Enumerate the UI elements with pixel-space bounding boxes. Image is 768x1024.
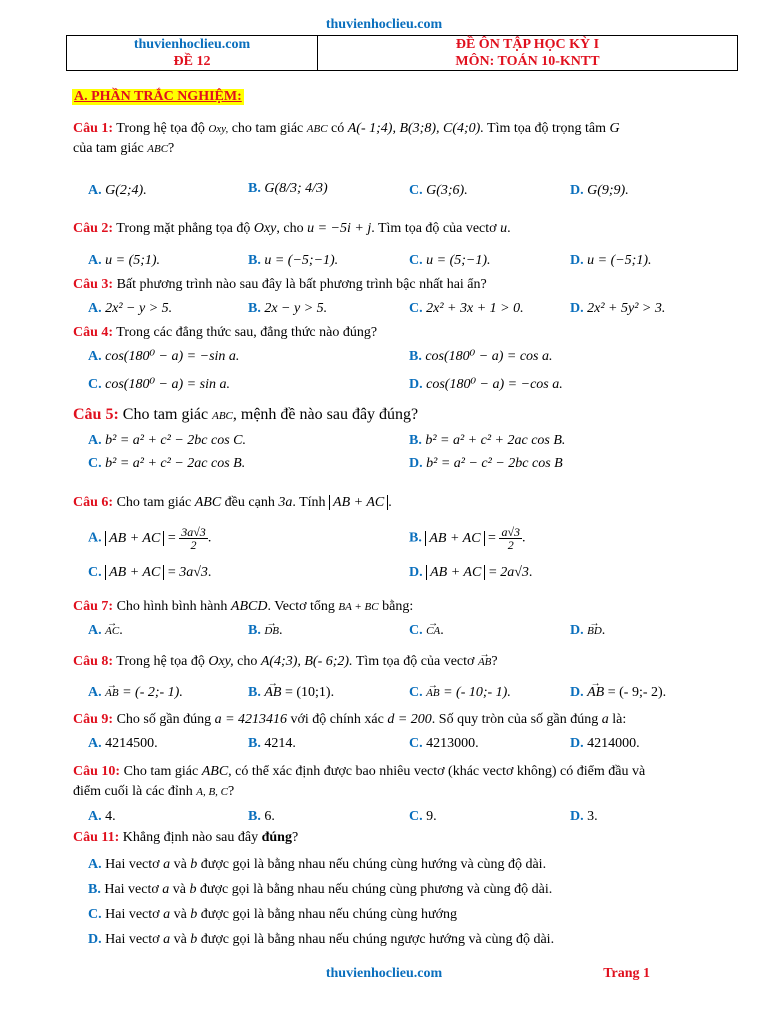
math: AB + AC (329, 495, 388, 510)
question-2 (73, 220, 511, 238)
text: . Tìm tọa độ của vectơ (371, 221, 501, 236)
text: và (169, 882, 190, 897)
option-key: A. (88, 809, 102, 824)
option-key: D. (570, 183, 584, 198)
q5-option-c[interactable] (88, 455, 245, 473)
text: Trong mặt phẳng tọa độ (113, 221, 254, 236)
question-1-line2 (73, 140, 174, 158)
option-vector: → AB (264, 685, 281, 700)
math: a (162, 882, 170, 897)
q4-option-b[interactable] (409, 348, 553, 366)
math: → AB (478, 656, 491, 668)
question-label: Câu 6: (73, 495, 114, 510)
page-number: Trang 1 (603, 966, 650, 981)
text: ? (491, 654, 498, 669)
option-key: A. (88, 736, 102, 751)
math: A(4;3), B(- 6;2). (260, 654, 353, 669)
option-value: b² = a² + c² + 2ac cos B. (425, 433, 566, 448)
option-value: = (- 2;- 1). (118, 685, 183, 700)
question-label: Câu 11: (73, 830, 120, 845)
text: . (507, 221, 511, 236)
option-value: 2x² + 3x + 1 > 0. (426, 301, 524, 316)
text: . Vectơ tổng (267, 599, 339, 614)
math: a = 4213416 (214, 712, 288, 727)
option-key: C. (409, 809, 423, 824)
header-left (67, 36, 318, 70)
text: đều cạnh (221, 495, 279, 510)
option-value: G(3;6). (426, 183, 468, 198)
q7-option-c[interactable]: C. → CA. (409, 622, 444, 640)
math: 3a (278, 495, 293, 510)
option-value: u = (−5;1). (587, 253, 652, 268)
fraction (179, 526, 208, 551)
text: cho (233, 654, 261, 669)
option-key: A. (88, 623, 102, 638)
math: Oxy (253, 221, 277, 236)
q3-option-a[interactable] (88, 300, 172, 318)
option-key: B. (248, 685, 261, 700)
math: ABC (147, 143, 169, 155)
text: , mệnh đề nào sau đây đúng? (232, 406, 419, 423)
option-key: A. (88, 685, 102, 700)
text: . Tính (292, 495, 330, 510)
text: điểm cuối là các đỉnh (73, 784, 197, 799)
question-6 (73, 494, 392, 512)
text: được gọi là bằng nhau nếu chúng cùng hướng (197, 907, 458, 922)
question-8 (73, 653, 498, 671)
option-value: b² = a² − c² − 2bc cos B (426, 456, 563, 471)
option-value: cos(180⁰ − a) = −cos a. (426, 377, 563, 392)
q7-option-a[interactable]: A. → AC. (88, 622, 123, 640)
exam-number: ĐỀ 12 (173, 54, 211, 69)
q7-option-b[interactable]: B. → DB. (248, 622, 283, 640)
option-key: C. (409, 736, 423, 751)
text: . Số quy tròn của số gần đúng (431, 712, 602, 727)
question-11 (73, 829, 298, 847)
text: Trong hệ tọa độ (113, 654, 209, 669)
text: là: (608, 712, 627, 727)
option-value: 2x − y > 5. (264, 301, 328, 316)
text: Hai vectơ (101, 907, 164, 922)
question-label: Câu 8: (73, 654, 114, 669)
math: ABC (306, 123, 328, 135)
option-value: b² = a² + c² − 2bc cos C. (105, 433, 246, 448)
question-5 (73, 406, 418, 425)
option-value: → DB (264, 625, 279, 637)
numerator: 3a√3 (181, 525, 206, 539)
option-key: B. (88, 882, 101, 897)
option-value: cos(180⁰ − a) = cos a. (425, 349, 553, 364)
math: a (163, 907, 171, 922)
option-value: = (- 10;- 1). (439, 685, 511, 700)
q10-option-b[interactable] (248, 808, 275, 826)
q10-option-c[interactable] (409, 808, 437, 826)
q2-option-b[interactable] (248, 252, 338, 270)
text: có (327, 121, 348, 136)
q8-option-b[interactable] (248, 684, 334, 702)
math: A, B, C (196, 786, 229, 798)
math: Oxy, (208, 654, 234, 669)
option-vector: → AB (587, 685, 604, 700)
question-label: Câu 3: (73, 277, 114, 292)
question-1 (73, 120, 620, 138)
math: Oxy, (208, 123, 229, 135)
text: Cho tam giác (113, 495, 195, 510)
option-lhs: AB + AC (426, 565, 485, 580)
q5-option-a[interactable] (88, 432, 246, 450)
q3-option-d[interactable] (570, 300, 665, 318)
q7-option-d[interactable]: D. → BD. (570, 622, 605, 640)
q1-option-c[interactable] (409, 182, 468, 200)
math: b (189, 882, 197, 897)
option-value: u = (5;−1). (426, 253, 491, 268)
option-key: D. (570, 301, 584, 316)
q2-option-c[interactable] (409, 252, 491, 270)
option-key: B. (409, 349, 422, 364)
text: Trong các đẳng thức sau, đẳng thức nào đúng? (113, 325, 378, 340)
option-key: C. (88, 565, 102, 580)
option-value: u = (−5;−1). (264, 253, 339, 268)
denominator: 2 (507, 538, 514, 552)
text: và (170, 932, 191, 947)
q5-option-d[interactable] (409, 455, 563, 473)
question-10-line2 (73, 783, 234, 801)
option-key: C. (409, 183, 423, 198)
math: a (163, 857, 171, 872)
option-key: B. (248, 809, 261, 824)
q9-option-b[interactable] (248, 735, 296, 753)
math: u = −5i + j (307, 221, 372, 236)
math: d = 200 (387, 712, 432, 727)
question-label: Câu 10: (73, 764, 121, 779)
q11-option-d[interactable] (88, 931, 554, 949)
text: Cho tam giác (120, 764, 202, 779)
q11-option-b[interactable] (88, 881, 552, 899)
option-value: 2x² − y > 5. (105, 301, 173, 316)
option-key: D. (570, 685, 584, 700)
option-value: 4214000. (587, 736, 640, 751)
option-value: 4. (105, 809, 116, 824)
question-4 (73, 324, 377, 342)
q1-option-d[interactable] (570, 182, 629, 200)
math: b (190, 932, 198, 947)
question-label: Câu 9: (73, 712, 114, 727)
math: b (190, 907, 198, 922)
q6-option-a[interactable]: A. AB + AC = $\frac{3a√3}{2}$ . (88, 525, 212, 552)
text: Tìm tọa độ của vectơ (352, 654, 478, 669)
option-rhs: 2a√3 (500, 565, 529, 580)
option-key: D. (570, 809, 584, 824)
emphasis: đúng (261, 830, 292, 845)
q4-option-d[interactable] (409, 376, 563, 394)
text: Hai vectơ (101, 857, 164, 872)
option-key: B. (248, 623, 261, 638)
text: Hai vectơ (100, 882, 163, 897)
numerator: a√3 (501, 525, 521, 539)
option-rhs: 3a√3 (179, 565, 208, 580)
option-key: B. (409, 530, 422, 546)
q4-option-a[interactable] (88, 348, 239, 366)
option-value: 4214. (264, 736, 296, 751)
q3-option-c[interactable] (409, 300, 524, 318)
option-value: G(8/3; 4/3) (264, 181, 328, 196)
text: Hai vectơ (101, 932, 164, 947)
option-key: D. (570, 253, 584, 268)
question-9 (73, 711, 626, 729)
q8-option-c[interactable] (409, 684, 511, 702)
q10-option-d[interactable] (570, 808, 598, 826)
text: Cho tam giác (118, 406, 213, 423)
exam-header (66, 35, 738, 71)
question-3 (73, 276, 487, 294)
text: được gọi là bằng nhau nếu chúng ngược hướng và cùng độ dài. (197, 932, 555, 947)
question-label: Câu 2: (73, 221, 114, 236)
option-value: 4213000. (426, 736, 479, 751)
option-value: = (- 9;- 2). (604, 685, 667, 700)
site-banner: thuvienhoclieu.com (325, 17, 443, 32)
q1-option-b[interactable] (248, 180, 328, 198)
option-value: G(2;4). (105, 183, 147, 198)
option-vector: → AB (105, 687, 118, 699)
option-value: 4214500. (105, 736, 158, 751)
math: ABC (194, 495, 222, 510)
option-value: cos(180⁰ − a) = −sin a. (105, 349, 240, 364)
option-key: D. (409, 456, 423, 471)
option-value: → AC (105, 625, 119, 637)
option-value: b² = a² + c² − 2ac cos B. (105, 456, 246, 471)
text: và (170, 857, 191, 872)
option-value: cos(180⁰ − a) = sin a. (105, 377, 230, 392)
text: được gọi là bằng nhau nếu chúng cùng phương và cùng độ dài. (196, 882, 553, 897)
math: ABC (212, 410, 233, 422)
question-label: Câu 4: (73, 325, 114, 340)
q9-option-c[interactable] (409, 735, 479, 753)
q11-option-a[interactable] (88, 856, 546, 874)
option-lhs: AB + AC (425, 531, 484, 546)
option-key: D. (88, 932, 102, 947)
q9-option-d[interactable] (570, 735, 640, 753)
text: Bất phương trình nào sau đây là bất phương trình bậc nhất hai ẩn? (113, 277, 487, 292)
q3-option-b[interactable] (248, 300, 327, 318)
section-title: A. PHẦN TRẮC NGHIỆM: (74, 89, 242, 104)
math: b (190, 857, 198, 872)
q5-option-b[interactable] (409, 432, 565, 450)
option-key: A. (88, 183, 102, 198)
text: và (170, 907, 191, 922)
math: u (500, 221, 508, 236)
text: được gọi là bằng nhau nếu chúng cùng hướng và cùng độ dài. (197, 857, 547, 872)
question-label: Câu 1: (73, 121, 114, 136)
math: BA + BC (338, 601, 379, 613)
option-key: D. (570, 623, 584, 638)
text: , có thể xác định được bao nhiêu vectơ (khác vectơ không) có điểm đầu và (228, 764, 646, 779)
question-10 (73, 763, 645, 781)
q9-option-a[interactable] (88, 735, 158, 753)
option-key: C. (409, 685, 423, 700)
math: a (163, 932, 171, 947)
q1-option-a[interactable] (88, 182, 147, 200)
exam-title: ĐỀ ÔN TẬP HỌC KỲ I (455, 37, 600, 52)
option-key: C. (88, 907, 102, 922)
q6-option-d[interactable]: D. AB + AC = 2a√3. (409, 565, 533, 580)
text: ? (228, 784, 235, 799)
text: Khẳng định nào sau đây (119, 830, 262, 845)
header-right (318, 36, 737, 70)
option-lhs: AB + AC (105, 565, 164, 580)
text: với độ chính xác (287, 712, 388, 727)
math: ABC (201, 764, 229, 779)
text: Cho hình bình hành (113, 599, 231, 614)
option-key: A. (88, 253, 102, 268)
option-key: D. (409, 377, 423, 392)
option-key: A. (88, 530, 102, 546)
q8-option-a[interactable] (88, 684, 183, 702)
option-value: 2x² + 5y² > 3. (587, 301, 666, 316)
text: Cho số gần đúng (113, 712, 215, 727)
option-value: → CA (426, 625, 440, 637)
option-key: A. (88, 349, 102, 364)
text: ? (168, 141, 175, 156)
math: A(- 1;4), B(3;8), C(4;0). (347, 121, 484, 136)
option-value: 6. (264, 809, 275, 824)
option-key: D. (409, 565, 423, 580)
text: Tìm tọa độ trọng tâm (483, 121, 610, 136)
option-key: C. (88, 377, 102, 392)
text: . (388, 495, 392, 510)
question-label: Câu 7: (73, 599, 114, 614)
q2-option-d[interactable] (570, 252, 652, 270)
option-key: A. (88, 857, 102, 872)
option-key: C. (409, 253, 423, 268)
option-key: B. (248, 253, 261, 268)
text: cho tam giác (228, 121, 307, 136)
q11-option-c[interactable] (88, 906, 457, 924)
option-value: u = (5;1). (105, 253, 161, 268)
option-value: 9. (426, 809, 437, 824)
option-vector: → AB (426, 687, 439, 699)
option-value: = (10;1). (281, 685, 335, 700)
math: G (609, 121, 620, 136)
denominator: 2 (190, 538, 197, 552)
option-key: A. (88, 433, 102, 448)
option-key: C. (409, 623, 423, 638)
question-label: Câu 5: (73, 406, 119, 423)
option-key: D. (570, 736, 584, 751)
option-value: 3. (587, 809, 598, 824)
q6-option-c[interactable]: C. AB + AC = 3a√3. (88, 565, 212, 580)
question-7 (73, 598, 413, 616)
option-value: G(9;9). (587, 183, 629, 198)
q4-option-c[interactable] (88, 376, 230, 394)
q2-option-a[interactable] (88, 252, 160, 270)
option-key: B. (409, 433, 422, 448)
option-key: A. (88, 301, 102, 316)
option-key: B. (248, 736, 261, 751)
q8-option-d[interactable] (570, 684, 666, 702)
q10-option-a[interactable] (88, 808, 116, 826)
text: Trong hệ tọa độ (113, 121, 209, 136)
option-key: C. (409, 301, 423, 316)
math: a (601, 712, 609, 727)
option-lhs: AB + AC (105, 531, 164, 546)
option-key: C. (88, 456, 102, 471)
option-key: B. (248, 301, 261, 316)
option-value: → BD (587, 625, 602, 637)
q6-option-b[interactable]: B. AB + AC = $\frac{a√3}{2}$ . (409, 525, 526, 552)
header-site: thuvienhoclieu.com (133, 37, 251, 52)
text: của tam giác (73, 141, 148, 156)
footer-site: thuvienhoclieu.com (325, 966, 443, 981)
text: , cho (276, 221, 308, 236)
exam-subject: MÔN: TOÁN 10-KNTT (455, 54, 600, 69)
math: ABCD (230, 599, 268, 614)
option-key: B. (248, 181, 261, 196)
text: ? (291, 830, 299, 845)
fraction (499, 526, 522, 551)
text: bằng: (378, 599, 414, 614)
